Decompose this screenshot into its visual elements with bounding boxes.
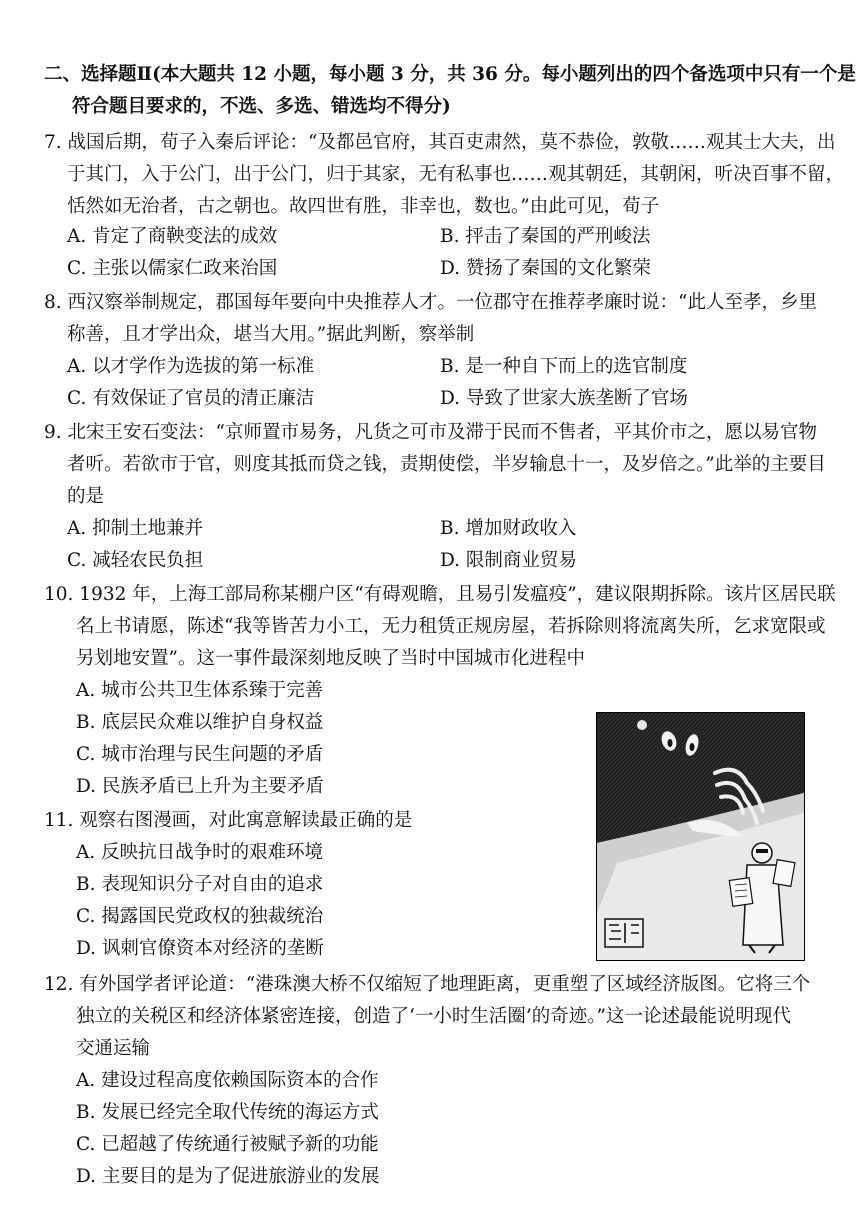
question-9-stem-line2: 者听。若欲市于官，则度其抵而贷之钱，责期使偿，半岁输息十一，及岁倍之。”此举的主要目 <box>67 454 826 475</box>
question-10-stem-line2: 名上书请愿，陈述“我等皆苦力小工，无力租赁正规房屋，若拆除则将流离失所，乞求宽限或 <box>76 616 826 637</box>
question-9-option-d[interactable]: D. 限制商业贸易 <box>440 550 577 571</box>
question-12-stem-line3: 交通运输 <box>76 1038 151 1059</box>
question-12-stem-line1: 12. 有外国学者评论道：“港珠澳大桥不仅缩短了地理距离，更重塑了区域经济版图。它将三个 <box>44 974 811 995</box>
question-8-stem-line2: 称善，且才学出众，堪当大用。”据此判断，察举制 <box>67 324 475 345</box>
question-11-stem-line1: 11. 观察右图漫画，对此寓意解读最正确的是 <box>44 810 413 831</box>
question-10-option-c[interactable]: C. 城市治理与民生问题的矛盾 <box>76 744 324 765</box>
question-12-stem-line2: 独立的关税区和经济体紧密连接，创造了‘一小时生活圈’的奇迹。”这一论述最能说明现代 <box>76 1006 791 1027</box>
question-10-stem-line3: 另划地安置”。这一事件最深刻地反映了当时中国城市化进程中 <box>76 648 585 669</box>
cartoon-image <box>596 712 805 961</box>
question-7-stem-line3: 恬然如无治者，古之朝也。故四世有胜，非幸也，数也。”由此可见，荀子 <box>67 196 660 217</box>
seal-stamp-icon <box>605 919 643 947</box>
question-10-option-d[interactable]: D. 民族矛盾已上升为主要矛盾 <box>76 776 324 797</box>
question-11-option-d[interactable]: D. 讽刺官僚资本对经济的垄断 <box>76 938 324 959</box>
question-11-option-c[interactable]: C. 揭露国民党政权的独裁统治 <box>76 906 324 927</box>
question-8-option-a[interactable]: A. 以才学作为选拔的第一标准 <box>67 356 315 377</box>
question-7-option-b[interactable]: B. 抨击了秦国的严刑峻法 <box>440 226 651 247</box>
question-12-option-d[interactable]: D. 主要目的是为了促进旅游业的发展 <box>76 1166 380 1187</box>
question-8-option-d[interactable]: D. 导致了世家大族垄断了官场 <box>440 388 688 409</box>
question-7-stem-line2: 于其门，入于公门，出于公门，归于其家，无有私事也……观其朝廷，其朝闲，听决百事不留， <box>67 164 845 185</box>
question-9-option-a[interactable]: A. 抑制土地兼并 <box>67 518 204 539</box>
question-11-option-a[interactable]: A. 反映抗日战争时的艰难环境 <box>76 842 324 863</box>
question-11-option-b[interactable]: B. 表现知识分子对自由的追求 <box>76 874 324 895</box>
question-7-option-c[interactable]: C. 主张以儒家仁政来治国 <box>67 258 278 279</box>
question-9-stem-line1: 9. 北宋王安石变法：“京师置市易务，凡货之可市及滞于民而不售者，平其价市之，愿以易官物 <box>44 422 817 443</box>
cartoon-illustration <box>597 713 804 960</box>
question-10-option-b[interactable]: B. 底层民众难以维护自身权益 <box>76 712 324 733</box>
question-12-option-a[interactable]: A. 建设过程高度依赖国际资本的合作 <box>76 1070 379 1091</box>
question-12-option-c[interactable]: C. 已超越了传统通行被赋予新的功能 <box>76 1134 379 1155</box>
question-8-option-b[interactable]: B. 是一种自下而上的选官制度 <box>440 356 688 377</box>
question-10-stem-line1: 10. 1932 年，上海工部局称某棚户区“有碍观瞻，且易引发瘟疫”，建议限期拆除。该片区居民联 <box>44 584 836 605</box>
question-7-option-a[interactable]: A. 肯定了商鞅变法的成效 <box>67 226 278 247</box>
question-8-stem-line1: 8. 西汉察举制规定，郡国每年要向中央推荐人才。一位郡守在推荐孝廉时说：“此人至孝，乡里 <box>44 292 817 313</box>
question-9-option-b[interactable]: B. 增加财政收入 <box>440 518 577 539</box>
section-header-line1: 二、选择题Ⅱ(本大题共 12 小题，每小题 3 分，共 36 分。每小题列出的四个备选项中只有一个是 <box>44 64 856 85</box>
question-12-option-b[interactable]: B. 发展已经完全取代传统的海运方式 <box>76 1102 379 1123</box>
question-7-option-d[interactable]: D. 赞扬了秦国的文化繁荣 <box>440 258 651 279</box>
question-7-stem-line1: 7. 战国后期，荀子入秦后评论：“及都邑官府，其百吏肃然，莫不恭俭，敦敬……观其士大夫，出 <box>44 132 836 153</box>
question-10-option-a[interactable]: A. 城市公共卫生体系臻于完善 <box>76 680 324 701</box>
question-9-stem-line3: 的是 <box>67 486 105 507</box>
question-8-option-c[interactable]: C. 有效保证了官员的清正廉洁 <box>67 388 315 409</box>
section-header-line2: 符合题目要求的，不选、多选、错选均不得分) <box>72 96 451 117</box>
question-9-option-c[interactable]: C. 减轻农民负担 <box>67 550 204 571</box>
